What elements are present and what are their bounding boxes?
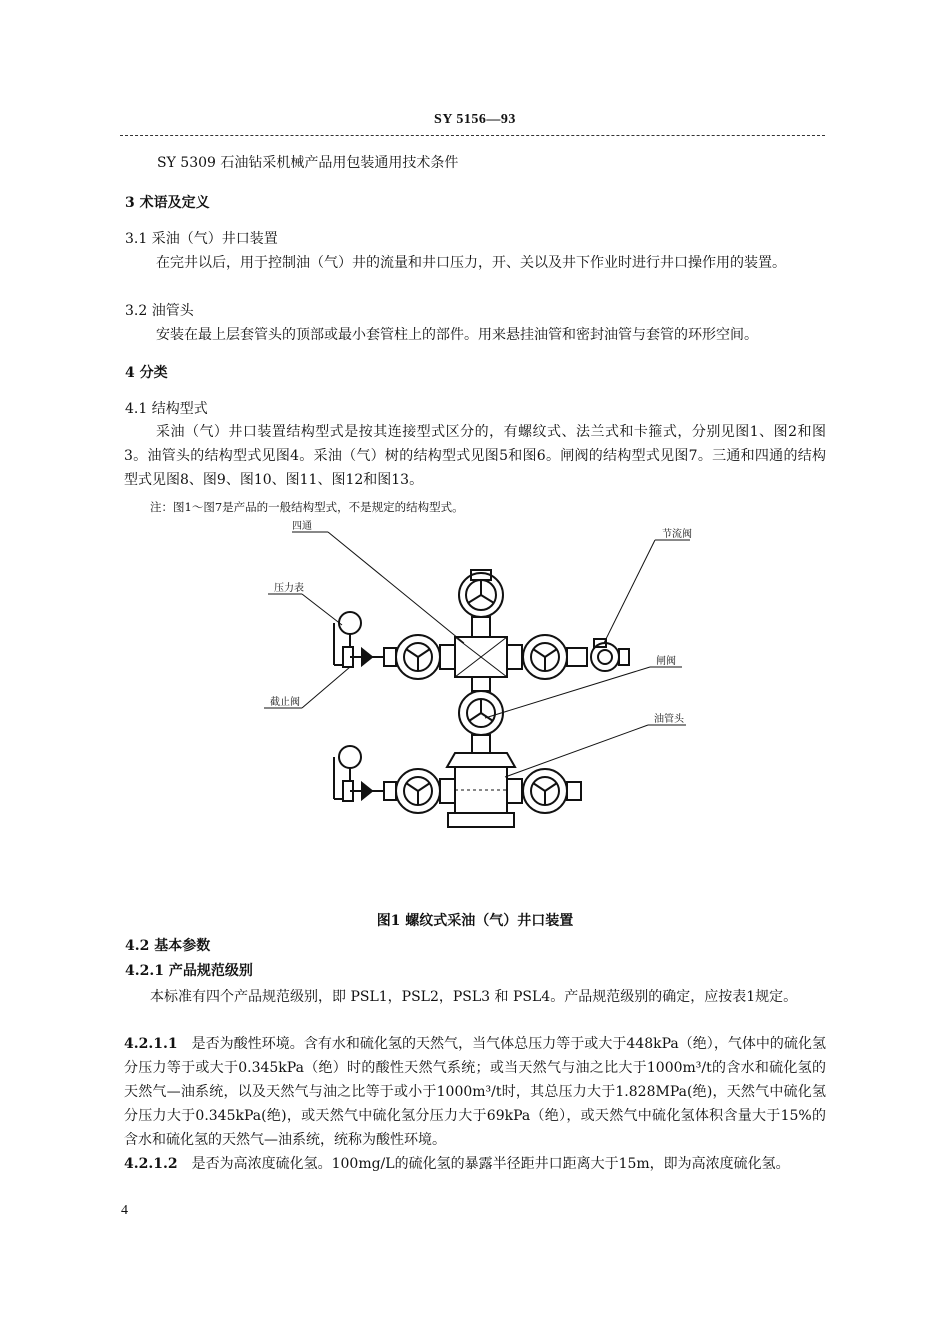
label-jiezhifa: 截止阀 — [270, 697, 300, 708]
section-4-1-body: 采油（气）井口装置结构型式是按其连接型式区分的，有螺纹式、法兰式和卡箍式，分别见图1、图2和图3。油管头的结构型式见图4。采油（气）树的结构型式见图5和图6。闸阀的结构型式见图7。三通和四通的结构型式见图8、图9、图10、图11、图12和图13。 — [124, 424, 826, 488]
section-3-2-title: 3.2 油管头 — [125, 303, 194, 319]
header-rule — [120, 135, 825, 136]
section-4-title: 4 分类 — [125, 365, 168, 381]
section-4-2-1-title: 4.2.1 产品规范级别 — [125, 963, 253, 979]
section-4-2-1-1-body: 是否为酸性环境。含有水和硫化氢的天然气，当气体总压力等于或大于448kPa（绝），气体中的硫化氢分压力等于或大于0.345kPa（绝）时的酸性天然气系统；或当天然气与油之比大于1000m³/t的含水和硫化氢的天然气—油系统，以及天然气与油之比等于或小于1000m³/t时，其总压力大于1.828MPa(绝)，天然气中硫化氢分压力大于0.345kPa(绝)，或天然气中硫化氢分压力大于69kPa（绝），或天然气中硫化氢体积含量大于15%的含水和硫化氢的天然气—油系统，统称为酸性环境。 — [124, 1036, 826, 1148]
section-4-2-1-2-body: 是否为高浓度硫化氢。100mg/L的硫化氢的暴露半径距井口距离大于15m，即为高浓度硫化氢。 — [191, 1156, 790, 1172]
label-jieliufa: 节流阀 — [662, 529, 692, 540]
section-3-title: 3 术语及定义 — [125, 195, 210, 211]
wellhead-figure — [250, 515, 700, 910]
section-4-2-title: 4.2 基本参数 — [125, 938, 211, 954]
section-4-2-1-2-number: 4.2.1.2 — [124, 1156, 178, 1172]
label-youguantou: 油管头 — [654, 714, 684, 725]
section-4-1-title: 4.1 结构型式 — [125, 401, 208, 417]
section-3-1-title: 3.1 采油（气）井口装置 — [125, 231, 278, 247]
label-yalibiao: 压力表 — [274, 583, 304, 594]
section-3-1-body: 在完井以后，用于控制油（气）井的流量和井口压力，开、关以及井下作业时进行井口操作用的装置。 — [156, 255, 786, 271]
label-sitong: 四通 — [292, 521, 312, 532]
figure-caption: 图1 螺纹式采油（气）井口装置 — [376, 913, 574, 929]
section-3-2-body: 安装在最上层套管头的顶部或最小套管柱上的部件。用来悬挂油管和密封油管与套管的环形空间。 — [156, 327, 758, 343]
reference-standard-line: SY 5309 石油钻采机械产品用包装通用技术条件 — [157, 155, 459, 171]
section-4-2-1-body: 本标准有四个产品规范级别，即 PSL1，PSL2，PSL3 和 PSL4。产品规范级别的确定，应按表1规定。 — [150, 989, 798, 1005]
section-4-2-1-1 — [124, 1032, 826, 1152]
section-4-2-1-1-number: 4.2.1.1 — [124, 1036, 178, 1052]
label-zhafa: 闸阀 — [656, 656, 676, 667]
section-4-2-1-2 — [124, 1152, 826, 1176]
page-number: 4 — [121, 1203, 128, 1218]
document-code-header: SY 5156—93 — [434, 112, 516, 127]
section-4-1-note: 注：图1～图7是产品的一般结构型式，不是规定的结构型式。 — [150, 500, 464, 514]
